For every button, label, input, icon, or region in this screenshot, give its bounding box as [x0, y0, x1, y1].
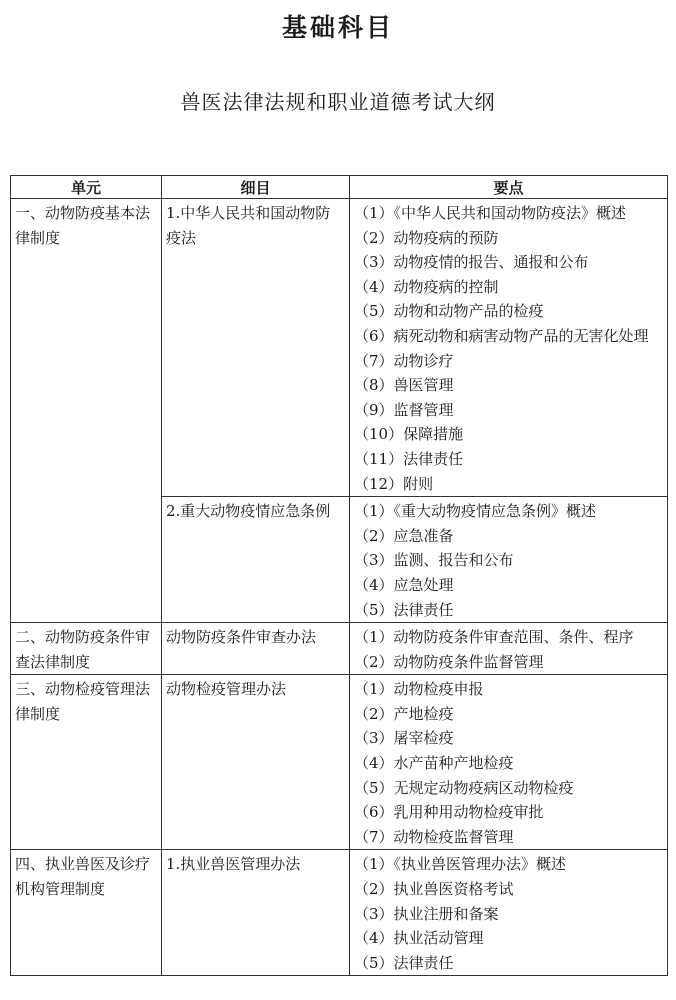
points-cell	[350, 199, 668, 497]
point-item: （12）附则	[354, 474, 434, 493]
point-item: （4）水产苗种产地检疫	[354, 754, 514, 773]
detail-cell: 2.重大动物疫情应急条例	[162, 497, 350, 623]
point-item: （5）动物和动物产品的检疫	[354, 302, 544, 321]
point-item: （1）《重大动物疫情应急条例》概述	[354, 502, 597, 521]
point-item: （9）监督管理	[354, 400, 454, 419]
page-title: 基础科目	[281, 13, 394, 42]
point-item: （1）动物防疫条件审查范围、条件、程序	[354, 628, 634, 647]
point-item: （3）屠宰检疫	[354, 729, 454, 748]
point-item: （2）动物疫病的预防	[354, 228, 499, 247]
points-cell	[350, 623, 668, 675]
exam-outline-table	[10, 175, 668, 976]
point-item: （2）动物防疫条件监督管理	[354, 652, 544, 671]
point-item: （5）法律责任	[354, 953, 454, 972]
header-detail: 细目	[162, 176, 350, 199]
point-item: （4）应急处理	[354, 575, 454, 594]
document-subtitle: 兽医法律法规和职业道德考试大纲	[180, 90, 496, 114]
point-item: （4）执业活动管理	[354, 929, 484, 948]
point-item: （5）法律责任	[354, 600, 454, 619]
header-unit: 单元	[11, 176, 162, 199]
point-item: （6）乳用种用动物检疫审批	[354, 803, 544, 822]
points-cell	[350, 675, 668, 850]
point-item: （3）动物疫情的报告、通报和公布	[354, 253, 589, 272]
point-item: （1）《执业兽医管理办法》概述	[354, 855, 567, 874]
unit-cell: 二、动物防疫条件审查法律制度	[11, 623, 162, 675]
point-item: （7）动物检疫监督管理	[354, 827, 514, 846]
header-row	[11, 176, 668, 199]
point-item: （6）病死动物和病害动物产品的无害化处理	[354, 326, 649, 345]
point-item: （8）兽医管理	[354, 376, 454, 395]
table-row	[11, 623, 668, 675]
points-cell	[350, 497, 668, 623]
point-item: （2）应急准备	[354, 526, 454, 545]
unit-cell: 四、执业兽医及诊疗机构管理制度	[11, 850, 162, 976]
point-item: （11）法律责任	[354, 449, 464, 468]
point-item: （4）动物疫病的控制	[354, 277, 499, 296]
unit-cell: 三、动物检疫管理法律制度	[11, 675, 162, 850]
point-item: （7）动物诊疗	[354, 351, 454, 370]
point-item: （1）动物检疫申报	[354, 680, 484, 699]
detail-cell: 动物检疫管理办法	[162, 675, 350, 850]
table-row	[11, 199, 668, 497]
point-item: （2）产地检疫	[354, 704, 454, 723]
point-item: （10）保障措施	[354, 425, 464, 444]
table-row	[11, 850, 668, 976]
point-item: （1）《中华人民共和国动物防疫法》概述	[354, 204, 627, 222]
header-points: 要点	[350, 176, 668, 199]
points-cell	[350, 850, 668, 976]
point-item: （3）执业注册和备案	[354, 904, 499, 923]
point-item: （3）监测、报告和公布	[354, 551, 514, 570]
detail-cell: 1.执业兽医管理办法	[162, 850, 350, 976]
point-item: （5）无规定动物疫病区动物检疫	[354, 778, 574, 797]
detail-cell: 动物防疫条件审查办法	[162, 623, 350, 675]
table-row	[11, 675, 668, 850]
point-item: （2）执业兽医资格考试	[354, 880, 514, 899]
unit-cell: 一、动物防疫基本法律制度	[11, 199, 162, 623]
detail-cell: 1.中华人民共和国动物防疫法	[162, 199, 350, 497]
